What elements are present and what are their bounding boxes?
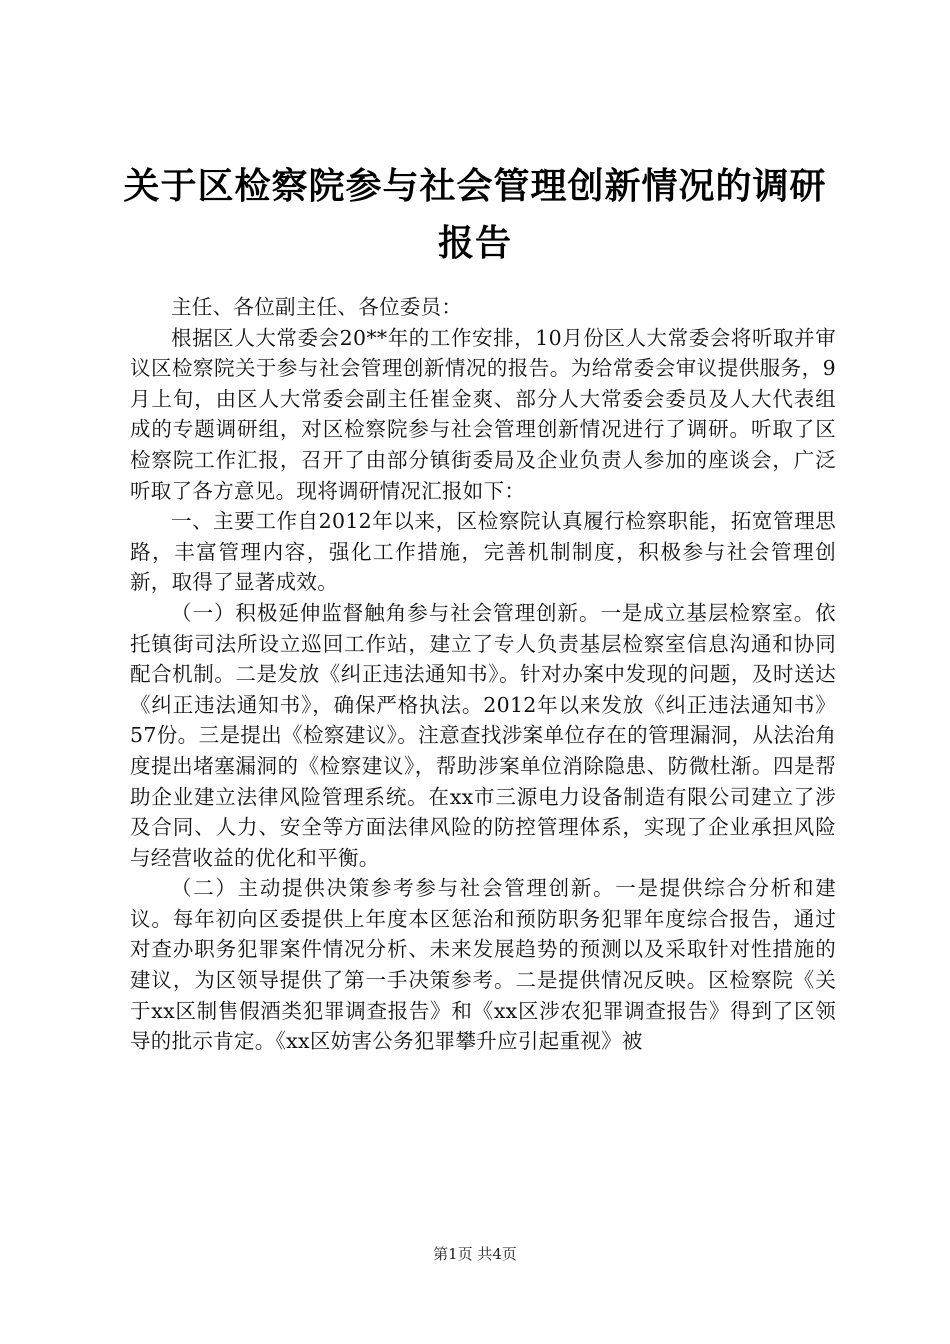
salutation-paragraph: 主任、各位副主任、各位委员： xyxy=(171,295,463,319)
document-title: 关于区检察院参与社会管理创新情况的调研报告 xyxy=(123,166,827,264)
intro-paragraph: 根据区人大常委会20**年的工作安排，10月份区人大常委会将听取并审议区检察院关于参与社会管理创新情况的报告。为给常委会审议提供服务，9月上旬，由区人大常委会副主任崔金爽、部分人大常委会委员及人大代表组成的专题调研组，对区检察院参与社会管理创新情况进行了调研。听取了区检察院工作汇报，召开了由部分镇街委局及企业负责人参加的座谈会，广泛听取了各方意见。现将调研情况汇报如下： xyxy=(130,325,836,503)
section-one-paragraph: 一、主要工作自2012年以来，区检察院认真履行检察职能，拓宽管理思路，丰富管理内容，强化工作措施，完善机制制度，积极参与社会管理创新，取得了显著成效。 xyxy=(130,509,836,595)
document-body xyxy=(130,292,836,1057)
subsection-two-paragraph: （二）主动提供决策参考参与社会管理创新。一是提供综合分析和建议。每年初向区委提供上年度本区惩治和预防职务犯罪年度综合报告，通过对查办职务犯罪案件情况分析、未来发展趋势的预测以及采取针对性措施的建议，为区领导提供了第一手决策参考。二是提供情况反映。区检察院《关于xx区制售假酒类犯罪调查报告》和《xx区涉农犯罪调查报告》得到了区领导的批示肯定。《xx区妨害公务犯罪攀升应引起重视》被 xyxy=(130,876,836,1054)
page-number-footer: 第1页 共4页 xyxy=(433,1245,517,1263)
subsection-one-paragraph: （一）积极延伸监督触角参与社会管理创新。一是成立基层检察室。依托镇街司法所设立巡回工作站，建立了专人负责基层检察室信息沟通和协同配合机制。二是发放《纠正违法通知书》。针对办案中发现的问题，及时送达《纠正违法通知书》，确保严格执法。2012年以来发放《纠正违法通知书》57份。三是提出《检察建议》。注意查找涉案单位存在的管理漏洞，从法治角度提出堵塞漏洞的《检察建议》，帮助涉案单位消除隐患、防微杜渐。四是帮助企业建立法律风险管理系统。在xx市三源电力设备制造有限公司建立了涉及合同、人力、安全等方面法律风险的防控管理体系，实现了企业承担风险与经营收益的优化和平衡。 xyxy=(130,600,836,870)
